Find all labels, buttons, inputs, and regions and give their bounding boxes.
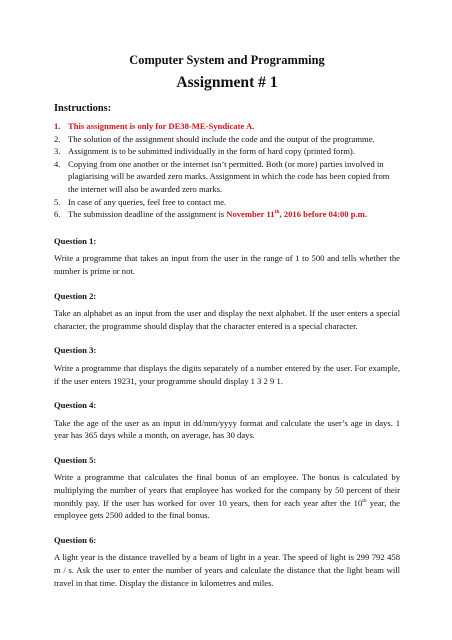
deadline-ordinal: th <box>274 209 280 216</box>
question-heading: Question 3: <box>54 345 97 356</box>
question-text-part: year, the employee gets 2500 added to the final bonus. <box>54 497 400 521</box>
instruction-item <box>54 158 400 196</box>
instruction-text: Copying from one another or the internet isn’t permitted. Both (or more) parties involved in plagiarising will be awarded zero marks. Assignment in which the code has been copied from the internet will also be awarded zero marks. <box>68 158 390 194</box>
instruction-item <box>54 133 400 146</box>
question-text: Write a programme that displays the digits separately of a number entered by the user. For example, if the user enters 19231, your programme should display 1 3 2 9 1. <box>54 362 400 386</box>
question-text: Take an alphabet as an input from the user and display the next alphabet. If the user enters a special character, the programme should display that the character entered is a special character. <box>54 308 400 331</box>
ordinal-suffix: th <box>362 497 367 504</box>
question-text <box>54 471 400 521</box>
instruction-number: 5. <box>54 196 61 207</box>
question-heading: Question 5: <box>54 454 97 465</box>
deadline-time: , 2016 before 04:00 p.m. <box>279 209 367 220</box>
question-text: Take the age of the user as an input in dd/mm/yyyy format and calculate the user’s age in days. 1 year has 365 days while a month, on average, has 30 days. <box>54 417 400 441</box>
question-heading: Question 1: <box>54 235 97 246</box>
question-text-part: Write a programme that calculates the final bonus of an employee. The bonus is calculated by multiplying the number of years that employee has worked for the company by 50 percent of their monthly pay. If the user has worked for over 10 years, then for each year after the 10 <box>54 472 400 508</box>
instruction-text: This assignment is only for DE38-ME-Syndicate A. <box>68 121 255 131</box>
instructions-list <box>54 120 400 221</box>
assignment-title: Assignment # 1 <box>176 74 278 91</box>
instruction-item <box>54 120 400 133</box>
instruction-item <box>54 145 400 158</box>
instruction-number: 3. <box>54 146 61 157</box>
deadline-date: November 11 <box>226 209 275 220</box>
instruction-number: 2. <box>54 133 61 144</box>
instruction-number: 1. <box>54 121 61 131</box>
instruction-item <box>54 196 400 209</box>
question-heading: Question 2: <box>54 290 97 301</box>
instruction-text: In case of any queries, feel free to contact me. <box>68 196 227 207</box>
instruction-item <box>54 208 400 221</box>
instruction-text: The solution of the assignment should include the code and the output of the programme. <box>68 133 375 144</box>
instructions-heading: Instructions: <box>54 103 112 114</box>
instruction-text: The submission deadline of the assignment is <box>68 209 227 220</box>
instruction-number: 4. <box>54 158 61 169</box>
question-text: A light year is the distance travelled by a beam of light in a year. The speed of light is 299 792 458 m / s. Ask the user to enter the number of years and calculate the distance that the light beam will travel in that time. Display the distance in kilometres and miles. <box>54 552 400 588</box>
question-heading: Question 6: <box>54 534 97 545</box>
instruction-text: Assignment is to be submitted individually in the form of hard copy (printed form). <box>68 146 355 157</box>
question-heading: Question 4: <box>54 400 97 411</box>
course-title: Computer System and Programming <box>129 53 325 67</box>
instruction-number: 6. <box>54 209 61 220</box>
question-text: Write a programme that takes an input from the user in the range of 1 to 500 and tells whether the number is prime or not. <box>54 253 400 276</box>
